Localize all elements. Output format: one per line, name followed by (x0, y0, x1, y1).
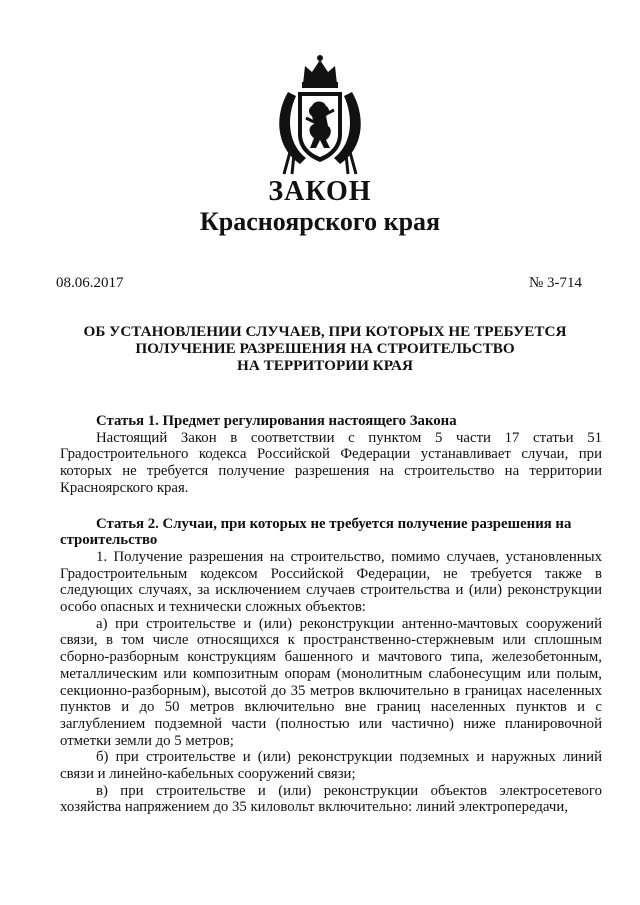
document-date: 08.06.2017 (56, 275, 124, 291)
article-2-item-b: б) при строительстве и (или) реконструкции подземных и наружных линий связи и линейно-кабельных сооружений связи; (60, 749, 602, 783)
article-1-heading: Статья 1. Предмет регулирования настоящего Закона (96, 413, 457, 429)
article-1-text: Настоящий Закон в соответствии с пунктом 5 части 17 статьи 51 Градостроительного кодекса Российской Федерации устанавливает случаи, при которых не требуется получение разрешения на строительство на территории Красноярского края. (60, 429, 602, 496)
document-number: № 3-714 (528, 275, 582, 291)
law-title (60, 323, 590, 374)
coat-of-arms-emblem (270, 52, 370, 176)
article-2-paragraph-1: 1. Получение разрешения на строительство, помимо случаев, установленных Градостроительным кодексом Российской Федерации, не требуется также в следующих случаях, за исключением случаев строительства и (или) реконструкции особо опасных и технически сложных объектов: (60, 548, 602, 616)
law-title-line: ПОЛУЧЕНИЕ РАЗРЕШЕНИЯ НА СТРОИТЕЛЬСТВО (135, 340, 515, 357)
article-2-item-a: а) при строительстве и (или) реконструкции антенно-мачтовых сооружений связи, в том числе относящихся к пространственно-стержневым или сплошным сборно-разборным конструкциям башенного и мачтового типа, железобетонным, металлическим или композитным опорам (монолитным слабонесущим или полым, секционно-разборным), высотой до 35 метров включительно в границах населенных пунктов и до 50 метров включительно вне границ населенных пунктов и с заглублением подземной части (полностью или частично) ниже планировочной отметки земли до 5 метров; (60, 615, 602, 749)
document-type: ЗАКОН (268, 176, 372, 207)
law-body (60, 413, 602, 816)
issuing-region: Красноярского края (199, 207, 441, 236)
article-2-heading: Статья 2. Случаи, при которых не требуется получение разрешения на строительство (60, 515, 572, 549)
law-title-line: ОБ УСТАНОВЛЕНИИ СЛУЧАЕВ, ПРИ КОТОРЫХ НЕ ТРЕБУЕТСЯ (83, 323, 567, 340)
article-2-item-c: в) при строительстве и (или) реконструкции объектов электросетевого хозяйства напряжением до 35 киловольт включительно: линий электропередачи, (60, 782, 602, 816)
law-title-line: НА ТЕРРИТОРИИ КРАЯ (237, 357, 413, 374)
